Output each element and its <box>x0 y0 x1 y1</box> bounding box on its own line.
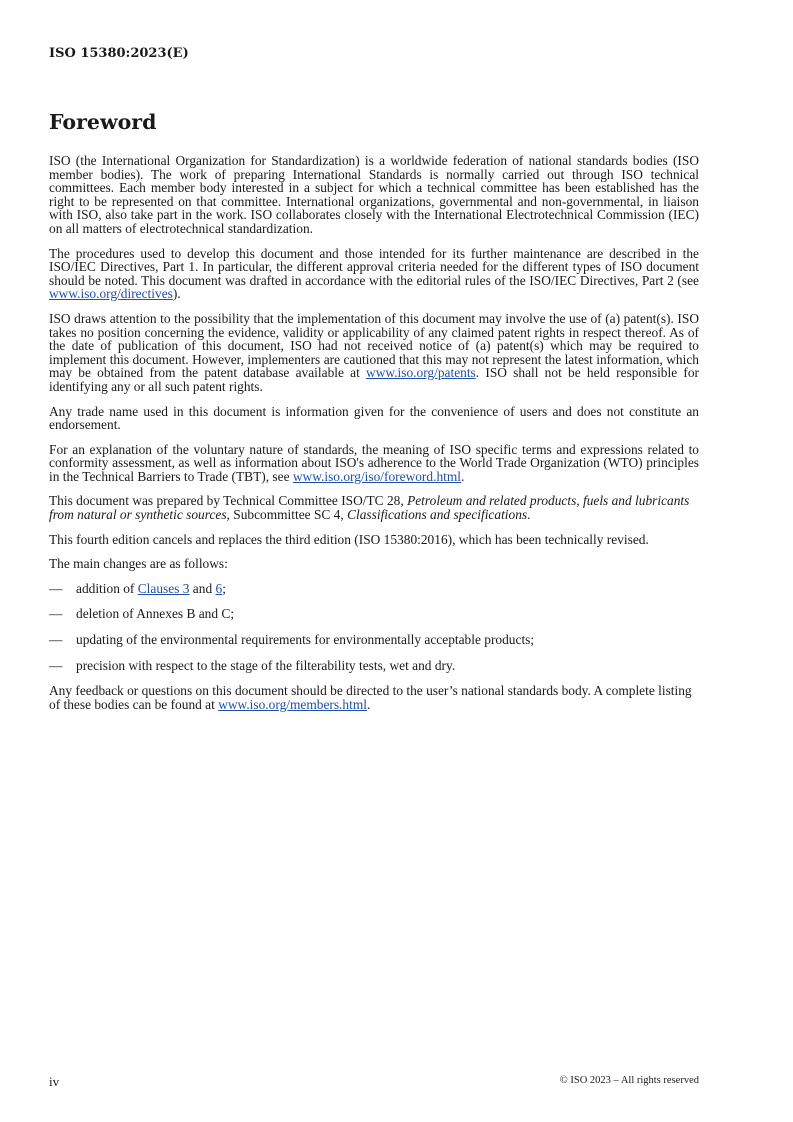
list-item <box>49 659 699 673</box>
list-item <box>49 633 699 647</box>
paragraph-voluntary-end: . <box>461 468 465 484</box>
change-3-text: updating of the environmental requirements for environmentally acceptable products; <box>76 632 535 648</box>
change-2-text: deletion of Annexes B and C; <box>76 606 235 622</box>
foreword-link[interactable]: www.iso.org/iso/foreword.html <box>292 468 461 484</box>
paragraph-procedures <box>49 247 699 301</box>
paragraph-procedures-end: ). <box>172 286 181 302</box>
list-dash: — <box>49 580 63 596</box>
list-item-text <box>76 582 226 596</box>
paragraph-committee-middle: , Subcommittee SC 4, <box>226 507 348 523</box>
committee-title: Petroleum and related products, fuels and lubricants from natural or synthetic sources <box>49 493 690 523</box>
list-dash: — <box>49 657 63 673</box>
list-item <box>49 582 699 596</box>
list-dash: — <box>49 606 63 622</box>
paragraph-patents <box>49 312 699 394</box>
paragraph-feedback <box>49 684 699 711</box>
change-4-text: precision with respect to the stage of the filterability tests, wet and dry. <box>76 657 456 673</box>
paragraph-voluntary-nature <box>49 443 699 484</box>
clause-6-link[interactable]: 6 <box>215 580 223 596</box>
subcommittee-title: Classifications and specifications <box>347 507 528 523</box>
foreword-body <box>49 154 699 722</box>
change-1-middle: and <box>189 580 216 596</box>
list-item <box>49 607 699 621</box>
paragraph-feedback-text: Any feedback or questions on this document should be directed to the user’s national standards body. A complete listing of these bodies can be found at <box>49 683 692 712</box>
page-title: Foreword <box>49 110 157 134</box>
copyright-notice: © ISO 2023 – All rights reserved <box>559 1075 699 1086</box>
paragraph-iso-intro: ISO (the International Organization for Standardization) is a worldwide federation of national standards bodies (ISO member bodies). The work of preparing International Standards is normally carried out through ISO technical committees. Each member body interested in a subject for which a technical committee has been established has the right to be represented on that committee. International organizations, governmental and non-governmental, in liaison with ISO, also take part in the work. ISO collaborates closely with the International Electrotechnical Commission (IEC) on all matters of electrotechnical standardization. <box>49 153 699 236</box>
paragraph-voluntary-text: For an explanation of the voluntary nature of standards, the meaning of ISO specific terms and expressions related to conformity assessment, as well as information about ISO's adherence to the World Trade Organization (WTO) principles in the Technical Barriers to Trade (TBT), see <box>49 441 699 484</box>
change-1-end: ; <box>222 580 226 596</box>
members-link[interactable]: www.iso.org/members.html <box>218 696 367 712</box>
paragraph-patents-text: ISO draws attention to the possibility that the implementation of this document may involve the use of (a) patent(s). ISO takes no position concerning the evidence, validity or applicability of any claimed patent rights in respect thereof. As of the date of publication of this document, ISO had not received notice of (a) patent(s) which may be required to implement this document. However, implementers are cautioned that this may not represent the latest information, which may be obtained from the patent database available at <box>49 310 699 381</box>
paragraph-procedures-text: The procedures used to develop this document and those intended for its further maintenance are described in the ISO/IEC Directives, Part 1. In particular, the different approval criteria needed for the different types of ISO document should be noted. This document was drafted in accordance with the editorial rules of the ISO/IEC Directives, Part 2 (see <box>49 245 699 288</box>
paragraph-trade-name: Any trade name used in this document is information given for the convenience of users and does not constitute an endorsement. <box>49 403 699 433</box>
list-dash: — <box>49 632 63 648</box>
paragraph-committee <box>49 494 699 521</box>
directives-link[interactable]: www.iso.org/directives <box>49 286 173 302</box>
paragraph-changes-intro: The main changes are as follows: <box>49 556 228 572</box>
paragraph-feedback-end: . <box>366 696 371 712</box>
paragraph-committee-end: . <box>527 507 531 523</box>
paragraph-edition: This fourth edition cancels and replaces the third edition (ISO 15380:2016), which has been technically revised. <box>49 531 649 547</box>
page-number: iv <box>49 1074 60 1089</box>
patents-link[interactable]: www.iso.org/patents <box>366 365 476 381</box>
paragraph-committee-text: This document was prepared by Technical Committee ISO/TC 28, <box>49 493 408 509</box>
clause-3-link[interactable]: Clauses 3 <box>137 580 190 596</box>
paragraph-patents-end: . ISO shall not be held responsible for identifying any or all such patent rights. <box>49 365 699 394</box>
change-1-text: addition of <box>76 580 138 596</box>
document-id: ISO 15380:2023(E) <box>49 46 189 61</box>
